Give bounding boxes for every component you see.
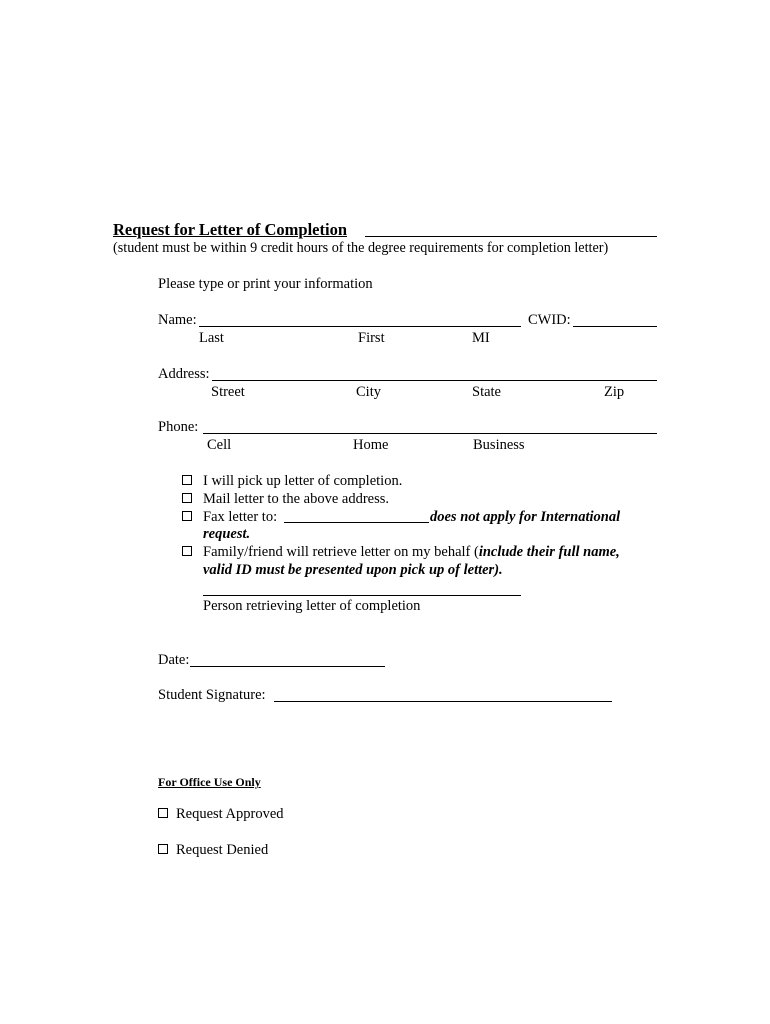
- cwid-field[interactable]: [573, 326, 657, 327]
- name-sub-mi: MI: [472, 330, 490, 346]
- approved-option: [158, 807, 168, 822]
- mail-label: Mail letter to the above address.: [203, 491, 390, 507]
- phone-field[interactable]: [203, 433, 657, 434]
- date-field[interactable]: [190, 666, 385, 667]
- family-note: include their full name,: [478, 544, 620, 560]
- address-sub-city: City: [356, 384, 381, 400]
- denied-checkbox[interactable]: [158, 844, 168, 854]
- address-label: Address:: [158, 366, 210, 382]
- date-label: Date:: [158, 652, 190, 668]
- name-label: Name:: [158, 312, 197, 328]
- phone-sub-business: Business: [473, 437, 525, 453]
- fax-option: [182, 510, 192, 525]
- fax-label: Fax letter to:: [203, 509, 278, 525]
- address-field[interactable]: [212, 380, 657, 381]
- name-sub-last: Last: [199, 330, 224, 346]
- cwid-label: CWID:: [528, 312, 571, 328]
- name-field[interactable]: [199, 326, 521, 327]
- fax-checkbox[interactable]: [182, 511, 192, 521]
- family-note-cont: valid ID must be presented upon pick up of letter).: [203, 562, 503, 578]
- approved-checkbox[interactable]: [158, 808, 168, 818]
- family-checkbox[interactable]: [182, 546, 192, 556]
- approved-label: Request Approved: [176, 806, 284, 822]
- name-sub-first: First: [358, 330, 385, 346]
- phone-sub-cell: Cell: [207, 437, 232, 453]
- instruction-text: Please type or print your information: [158, 276, 373, 292]
- title-underline: [365, 236, 657, 237]
- address-sub-zip: Zip: [604, 384, 625, 400]
- signature-label: Student Signature:: [158, 687, 266, 703]
- phone-sub-home: Home: [353, 437, 389, 453]
- office-use-heading: For Office Use Only: [158, 775, 261, 789]
- family-label: Family/friend will retrieve letter on my behalf (: [203, 544, 479, 560]
- pickup-option: [182, 474, 192, 489]
- form-title: Request for Letter of Completion: [113, 220, 348, 239]
- pickup-label: I will pick up letter of completion.: [203, 473, 403, 489]
- phone-label: Phone:: [158, 419, 199, 435]
- person-retrieving-field[interactable]: [203, 595, 521, 596]
- fax-note-cont: request.: [203, 526, 251, 542]
- denied-option: [158, 843, 168, 858]
- denied-label: Request Denied: [176, 842, 269, 858]
- family-line: [203, 545, 620, 560]
- fax-number-field[interactable]: [284, 522, 429, 523]
- fax-note: does not apply for International: [430, 509, 621, 525]
- pickup-checkbox[interactable]: [182, 475, 192, 485]
- address-sub-state: State: [472, 384, 501, 400]
- address-sub-street: Street: [211, 384, 245, 400]
- signature-field[interactable]: [274, 701, 612, 702]
- family-option: [182, 545, 192, 560]
- mail-checkbox[interactable]: [182, 493, 192, 503]
- mail-option: [182, 492, 192, 507]
- form-subtitle: (student must be within 9 credit hours of the degree requirements for completion letter): [113, 240, 609, 256]
- person-retrieving-label: Person retrieving letter of completion: [203, 598, 421, 614]
